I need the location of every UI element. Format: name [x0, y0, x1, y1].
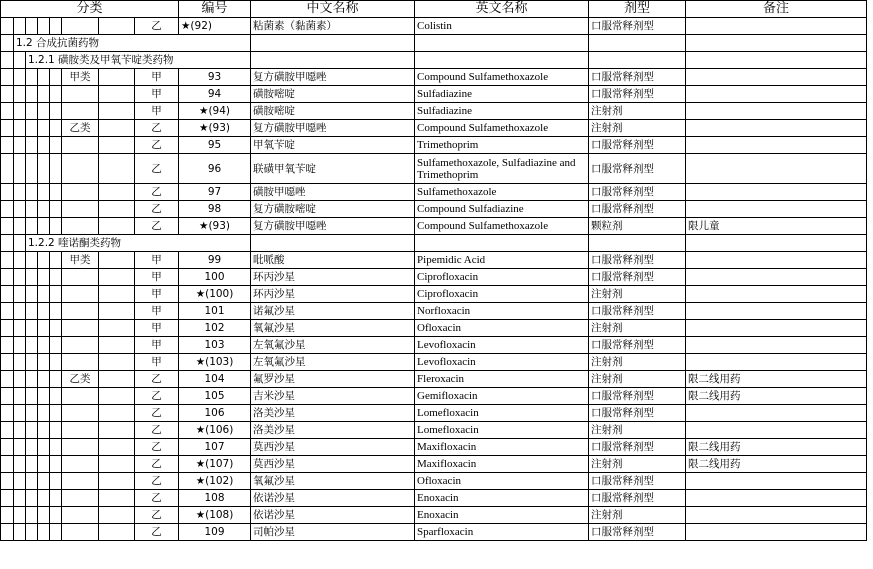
- grade-cell: 乙: [135, 473, 179, 490]
- note-cell: [686, 405, 867, 422]
- spacer-cell: [99, 201, 135, 218]
- code-cell: 107: [179, 439, 251, 456]
- table-row: [1, 303, 867, 320]
- cn-name-cell: 联磺甲氧苄啶: [251, 154, 415, 184]
- table-row: [1, 252, 867, 269]
- table-row: [1, 69, 867, 86]
- grade-cell: 甲: [135, 337, 179, 354]
- cn-name-cell: 复方磺胺甲噁唑: [251, 120, 415, 137]
- grade-cell: 甲: [135, 303, 179, 320]
- form-cell: 口服常释剂型: [589, 137, 686, 154]
- code-cell: ★(103): [179, 354, 251, 371]
- en-name-cell: Compound Sulfadiazine: [415, 201, 589, 218]
- subsection-heading: 1.2.2 喹诺酮类药物: [26, 235, 251, 252]
- group-cell: [62, 184, 99, 201]
- note-cell: [686, 490, 867, 507]
- code-cell: 102: [179, 320, 251, 337]
- cn-name-cell: 莫西沙星: [251, 456, 415, 473]
- form-cell: 口服常释剂型: [589, 201, 686, 218]
- code-cell: ★(106): [179, 422, 251, 439]
- grade-cell: 甲: [135, 86, 179, 103]
- form-cell: 口服常释剂型: [589, 490, 686, 507]
- en-name-cell: Sulfadiazine: [415, 103, 589, 120]
- grade-cell: 甲: [135, 320, 179, 337]
- code-cell: 105: [179, 388, 251, 405]
- group-cell: [62, 320, 99, 337]
- spacer-cell: [99, 69, 135, 86]
- grade-cell: 乙: [135, 218, 179, 235]
- group-cell: [62, 524, 99, 541]
- en-name-cell: Norfloxacin: [415, 303, 589, 320]
- group-cell: 甲类: [62, 69, 99, 86]
- grade-cell: 乙: [135, 422, 179, 439]
- header-code: 编号: [179, 1, 251, 18]
- cn-name-cell: 吡哌酸: [251, 252, 415, 269]
- en-name-cell: Lomefloxacin: [415, 405, 589, 422]
- en-name-cell: Pipemidic Acid: [415, 252, 589, 269]
- form-cell: 口服常释剂型: [589, 439, 686, 456]
- form-cell: 口服常释剂型: [589, 388, 686, 405]
- spacer-cell: [99, 303, 135, 320]
- note-cell: [686, 86, 867, 103]
- note-cell: [686, 120, 867, 137]
- form-cell: 口服常释剂型: [589, 86, 686, 103]
- note-cell: [686, 422, 867, 439]
- table-row: [1, 201, 867, 218]
- spacer-cell: [99, 286, 135, 303]
- en-name-cell: Sparfloxacin: [415, 524, 589, 541]
- spacer-cell: [99, 524, 135, 541]
- table-row: [1, 354, 867, 371]
- cn-name-cell: 氧氟沙星: [251, 473, 415, 490]
- grade-cell: 乙: [135, 18, 179, 35]
- group-cell: [62, 473, 99, 490]
- en-name-cell: Trimethoprim: [415, 137, 589, 154]
- grade-cell: 乙: [135, 456, 179, 473]
- form-cell: 口服常释剂型: [589, 184, 686, 201]
- note-cell: [686, 507, 867, 524]
- subsection-row: [1, 52, 867, 69]
- cn-name-cell: 诺氟沙星: [251, 303, 415, 320]
- cn-name-cell: 氧氟沙星: [251, 320, 415, 337]
- spacer-cell: [99, 456, 135, 473]
- note-cell: [686, 524, 867, 541]
- code-cell: ★(93): [179, 218, 251, 235]
- code-cell: 100: [179, 269, 251, 286]
- note-cell: 限二线用药: [686, 371, 867, 388]
- group-cell: [62, 154, 99, 184]
- spacer-cell: [99, 320, 135, 337]
- grade-cell: 乙: [135, 137, 179, 154]
- code-cell: 97: [179, 184, 251, 201]
- en-name-cell: Ciprofloxacin: [415, 286, 589, 303]
- spacer-cell: [99, 120, 135, 137]
- group-cell: [62, 286, 99, 303]
- header-note: 备注: [686, 1, 867, 18]
- code-cell: ★(92): [179, 18, 251, 35]
- note-cell: [686, 286, 867, 303]
- note-cell: [686, 269, 867, 286]
- note-cell: 限二线用药: [686, 388, 867, 405]
- note-cell: 限二线用药: [686, 439, 867, 456]
- form-cell: 注射剂: [589, 320, 686, 337]
- note-cell: [686, 184, 867, 201]
- form-cell: 口服常释剂型: [589, 473, 686, 490]
- group-cell: [62, 354, 99, 371]
- table-row: [1, 473, 867, 490]
- grade-cell: 乙: [135, 201, 179, 218]
- table-row: [1, 405, 867, 422]
- spacer-cell: [99, 473, 135, 490]
- table-row: [1, 286, 867, 303]
- grade-cell: 乙: [135, 371, 179, 388]
- form-cell: 注射剂: [589, 507, 686, 524]
- table-row: [1, 507, 867, 524]
- spacer-cell: [99, 371, 135, 388]
- code-cell: 108: [179, 490, 251, 507]
- code-cell: ★(100): [179, 286, 251, 303]
- form-cell: 口服常释剂型: [589, 154, 686, 184]
- en-name-cell: Compound Sulfamethoxazole: [415, 120, 589, 137]
- spacer-cell: [99, 490, 135, 507]
- cn-name-cell: 氟罗沙星: [251, 371, 415, 388]
- note-cell: [686, 252, 867, 269]
- form-cell: 注射剂: [589, 120, 686, 137]
- spacer-cell: [99, 439, 135, 456]
- cn-name-cell: 左氧氟沙星: [251, 354, 415, 371]
- code-cell: 109: [179, 524, 251, 541]
- group-cell: [62, 103, 99, 120]
- en-name-cell: Sulfadiazine: [415, 86, 589, 103]
- group-cell: [62, 388, 99, 405]
- spacer-cell: [99, 422, 135, 439]
- cn-name-cell: 莫西沙星: [251, 439, 415, 456]
- header-cn-name: 中文名称: [251, 1, 415, 18]
- form-cell: 口服常释剂型: [589, 524, 686, 541]
- table-row: [1, 371, 867, 388]
- group-cell: [62, 218, 99, 235]
- group-cell: [62, 456, 99, 473]
- table-row: [1, 439, 867, 456]
- table-row: [1, 524, 867, 541]
- group-cell: [62, 405, 99, 422]
- code-cell: ★(102): [179, 473, 251, 490]
- en-name-cell: Colistin: [415, 18, 589, 35]
- form-cell: 注射剂: [589, 456, 686, 473]
- table-row: [1, 490, 867, 507]
- note-cell: [686, 354, 867, 371]
- subsection-heading: 1.2.1 磺胺类及甲氧苄啶类药物: [26, 52, 251, 69]
- form-cell: 口服常释剂型: [589, 18, 686, 35]
- table-row: [1, 218, 867, 235]
- grade-cell: 甲: [135, 286, 179, 303]
- en-name-cell: Enoxacin: [415, 507, 589, 524]
- cn-name-cell: 磺胺嘧啶: [251, 103, 415, 120]
- form-cell: 口服常释剂型: [589, 405, 686, 422]
- grade-cell: 乙: [135, 120, 179, 137]
- spacer-cell: [99, 405, 135, 422]
- spacer-cell: [99, 507, 135, 524]
- spacer-cell: [99, 337, 135, 354]
- group-cell: 甲类: [62, 252, 99, 269]
- en-name-cell: Lomefloxacin: [415, 422, 589, 439]
- group-cell: [62, 439, 99, 456]
- table-row: [1, 18, 867, 35]
- cn-name-cell: 吉米沙星: [251, 388, 415, 405]
- spacer-cell: [99, 137, 135, 154]
- table-row: [1, 456, 867, 473]
- group-cell: [62, 201, 99, 218]
- spacer-cell: [99, 354, 135, 371]
- table-row: [1, 184, 867, 201]
- grade-cell: 乙: [135, 388, 179, 405]
- cn-name-cell: 环丙沙星: [251, 286, 415, 303]
- code-cell: 101: [179, 303, 251, 320]
- en-name-cell: Fleroxacin: [415, 371, 589, 388]
- en-name-cell: Maxifloxacin: [415, 439, 589, 456]
- code-cell: 94: [179, 86, 251, 103]
- code-cell: 98: [179, 201, 251, 218]
- table-row: [1, 154, 867, 184]
- grade-cell: 甲: [135, 103, 179, 120]
- spacer-cell: [99, 388, 135, 405]
- cn-name-cell: 左氧氟沙星: [251, 337, 415, 354]
- en-name-cell: Ofloxacin: [415, 320, 589, 337]
- code-cell: 99: [179, 252, 251, 269]
- code-cell: ★(107): [179, 456, 251, 473]
- code-cell: 104: [179, 371, 251, 388]
- cn-name-cell: 复方磺胺甲噁唑: [251, 69, 415, 86]
- en-name-cell: Sulfamethoxazole: [415, 184, 589, 201]
- spacer-cell: [99, 218, 135, 235]
- form-cell: 口服常释剂型: [589, 69, 686, 86]
- grade-cell: 甲: [135, 269, 179, 286]
- code-cell: ★(94): [179, 103, 251, 120]
- spacer-cell: [99, 252, 135, 269]
- cn-name-cell: 复方磺胺甲噁唑: [251, 218, 415, 235]
- spacer-cell: [99, 184, 135, 201]
- table-row: [1, 137, 867, 154]
- en-name-cell: Enoxacin: [415, 490, 589, 507]
- code-cell: 106: [179, 405, 251, 422]
- en-name-cell: Levofloxacin: [415, 337, 589, 354]
- cn-name-cell: 粘菌素（黏菌素）: [251, 18, 415, 35]
- table-row: [1, 337, 867, 354]
- grade-cell: 乙: [135, 405, 179, 422]
- form-cell: 口服常释剂型: [589, 337, 686, 354]
- form-cell: 口服常释剂型: [589, 252, 686, 269]
- form-cell: 颗粒剂: [589, 218, 686, 235]
- cn-name-cell: 甲氧苄啶: [251, 137, 415, 154]
- form-cell: 注射剂: [589, 103, 686, 120]
- group-cell: [62, 137, 99, 154]
- cn-name-cell: 磺胺甲噁唑: [251, 184, 415, 201]
- group-cell: [62, 86, 99, 103]
- grade-cell: 乙: [135, 184, 179, 201]
- form-cell: 注射剂: [589, 286, 686, 303]
- note-cell: [686, 137, 867, 154]
- header-row: [1, 1, 867, 18]
- cn-name-cell: 依诺沙星: [251, 490, 415, 507]
- group-cell: [62, 422, 99, 439]
- en-name-cell: Sulfamethoxazole, Sulfadiazine and Trimethoprim: [415, 154, 589, 184]
- note-cell: [686, 303, 867, 320]
- note-cell: [686, 473, 867, 490]
- note-cell: [686, 320, 867, 337]
- form-cell: 注射剂: [589, 354, 686, 371]
- section-row: [1, 35, 867, 52]
- section-heading: 1.2 合成抗菌药物: [14, 35, 251, 52]
- table-row: [1, 86, 867, 103]
- note-cell: [686, 337, 867, 354]
- spacer-cell: [99, 269, 135, 286]
- header-en-name: 英文名称: [415, 1, 589, 18]
- cn-name-cell: 磺胺嘧啶: [251, 86, 415, 103]
- en-name-cell: Levofloxacin: [415, 354, 589, 371]
- en-name-cell: Ciprofloxacin: [415, 269, 589, 286]
- cn-name-cell: 复方磺胺嘧啶: [251, 201, 415, 218]
- code-cell: 95: [179, 137, 251, 154]
- form-cell: 注射剂: [589, 371, 686, 388]
- table-row: [1, 120, 867, 137]
- cn-name-cell: 洛美沙星: [251, 405, 415, 422]
- note-cell: [686, 103, 867, 120]
- grade-cell: 乙: [135, 524, 179, 541]
- note-cell: 限儿童: [686, 218, 867, 235]
- grade-cell: 乙: [135, 490, 179, 507]
- grade-cell: 甲: [135, 69, 179, 86]
- en-name-cell: Gemifloxacin: [415, 388, 589, 405]
- group-cell: [62, 507, 99, 524]
- table-row: [1, 103, 867, 120]
- group-cell: [62, 303, 99, 320]
- cn-name-cell: 环丙沙星: [251, 269, 415, 286]
- note-cell: [686, 201, 867, 218]
- code-cell: ★(93): [179, 120, 251, 137]
- note-cell: 限二线用药: [686, 456, 867, 473]
- table-row: [1, 388, 867, 405]
- en-name-cell: Compound Sulfamethoxazole: [415, 218, 589, 235]
- cn-name-cell: 司帕沙星: [251, 524, 415, 541]
- spacer-cell: [99, 103, 135, 120]
- note-cell: [686, 18, 867, 35]
- note-cell: [686, 69, 867, 86]
- group-cell: [62, 337, 99, 354]
- form-cell: 口服常释剂型: [589, 303, 686, 320]
- code-cell: 93: [179, 69, 251, 86]
- group-cell: [62, 269, 99, 286]
- cn-name-cell: 依诺沙星: [251, 507, 415, 524]
- group-cell: [62, 490, 99, 507]
- note-cell: [686, 154, 867, 184]
- grade-cell: 乙: [135, 507, 179, 524]
- spacer-cell: [99, 86, 135, 103]
- form-cell: 口服常释剂型: [589, 269, 686, 286]
- form-cell: 注射剂: [589, 422, 686, 439]
- code-cell: ★(108): [179, 507, 251, 524]
- header-category: 分类: [1, 1, 179, 18]
- grade-cell: 乙: [135, 439, 179, 456]
- en-name-cell: Ofloxacin: [415, 473, 589, 490]
- subsection-row: [1, 235, 867, 252]
- code-cell: 103: [179, 337, 251, 354]
- cn-name-cell: 洛美沙星: [251, 422, 415, 439]
- table-row: [1, 269, 867, 286]
- en-name-cell: Compound Sulfamethoxazole: [415, 69, 589, 86]
- code-cell: 96: [179, 154, 251, 184]
- grade-cell: 甲: [135, 354, 179, 371]
- en-name-cell: Maxifloxacin: [415, 456, 589, 473]
- header-form: 剂型: [589, 1, 686, 18]
- table-row: [1, 320, 867, 337]
- grade-cell: 乙: [135, 154, 179, 184]
- group-cell: 乙类: [62, 371, 99, 388]
- spacer-cell: [99, 154, 135, 184]
- table-row: [1, 422, 867, 439]
- group-cell: 乙类: [62, 120, 99, 137]
- grade-cell: 甲: [135, 252, 179, 269]
